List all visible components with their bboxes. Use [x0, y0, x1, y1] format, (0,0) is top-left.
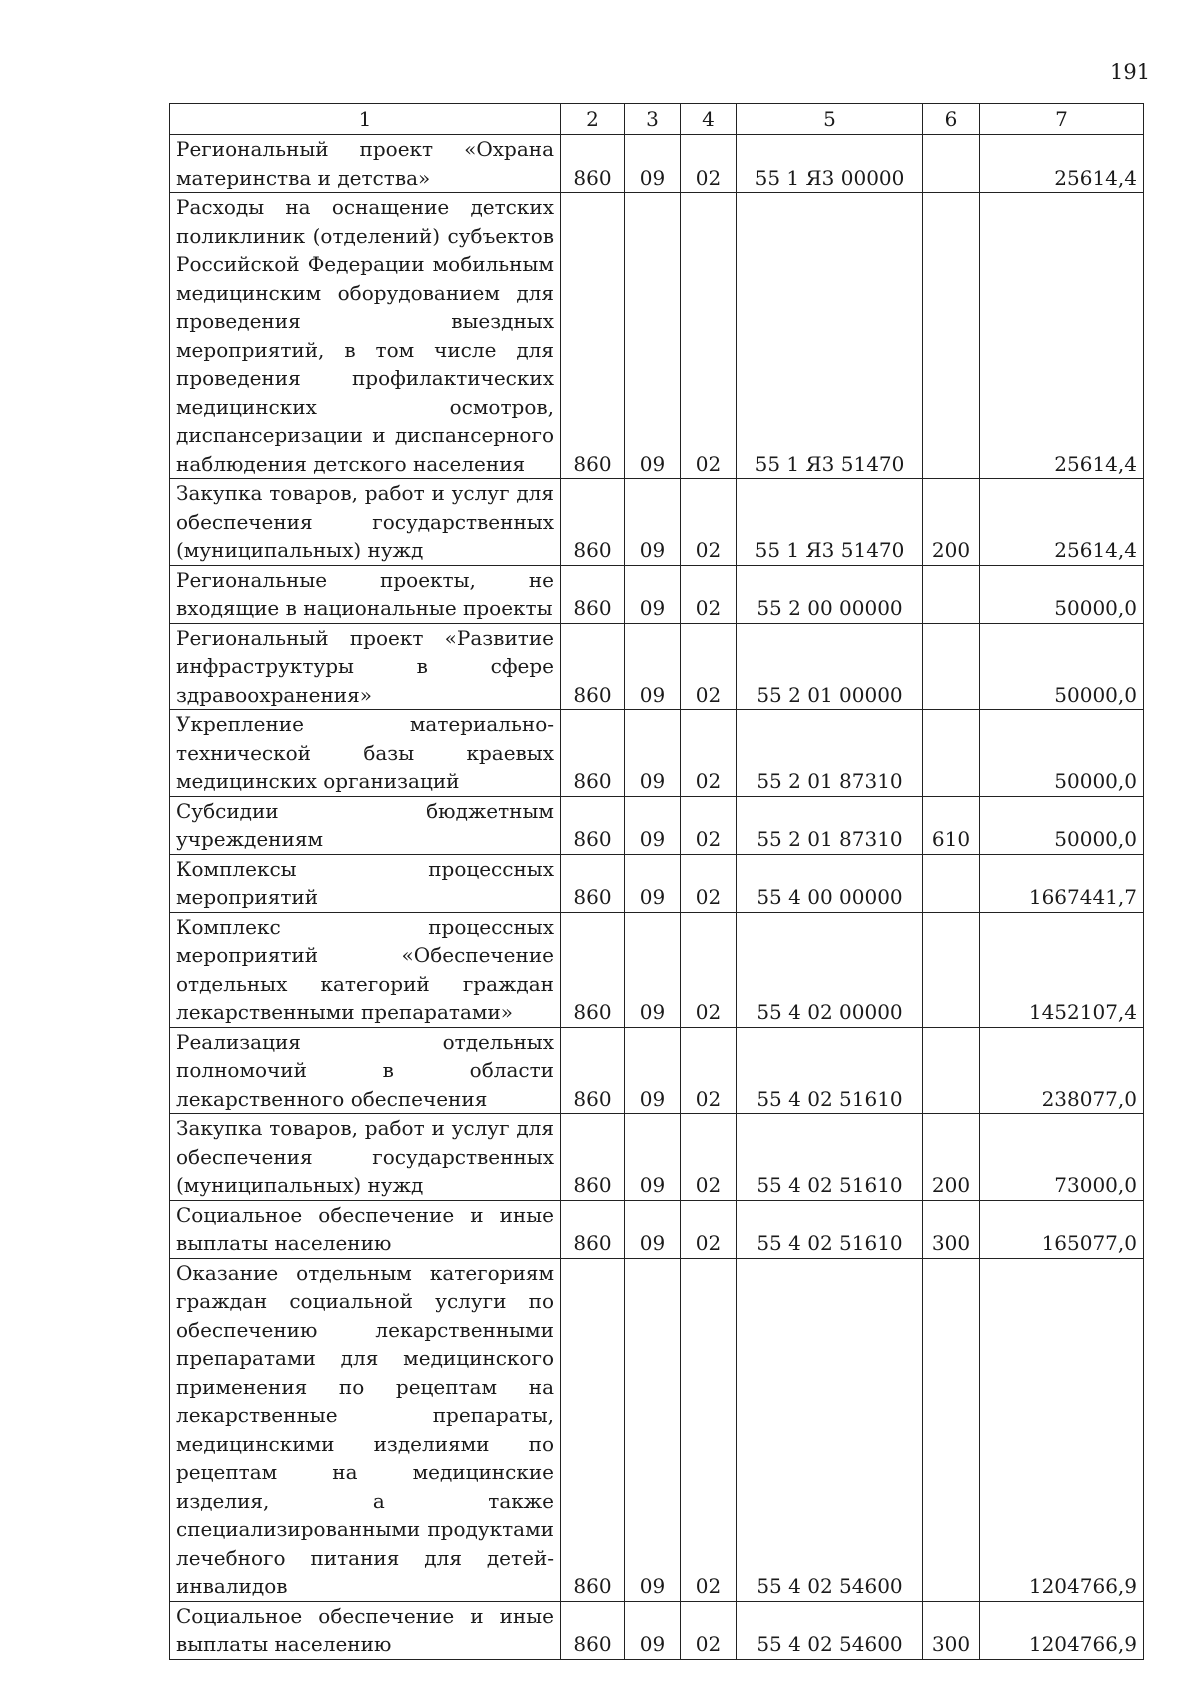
- subsection-cell: 02: [681, 796, 737, 854]
- target-article-cell: 55 2 01 00000: [737, 623, 923, 710]
- table-row: [170, 1027, 1144, 1114]
- code-cell: 860: [561, 854, 625, 912]
- row-name-cell: Региональный проект «Охрана материнства и детства»: [170, 135, 561, 193]
- subsection-cell: 02: [681, 1258, 737, 1601]
- amount-cell: 50000,0: [980, 710, 1144, 797]
- expense-type-cell: [923, 710, 980, 797]
- section-cell: 09: [625, 1027, 681, 1114]
- table-row: [170, 1114, 1144, 1201]
- amount-cell: 1667441,7: [980, 854, 1144, 912]
- expense-type-cell: 610: [923, 796, 980, 854]
- header-row: [170, 104, 1144, 135]
- table-row: [170, 623, 1144, 710]
- code-cell: 860: [561, 1200, 625, 1258]
- section-cell: 09: [625, 193, 681, 479]
- subsection-cell: 02: [681, 1027, 737, 1114]
- amount-cell: 165077,0: [980, 1200, 1144, 1258]
- table-row: [170, 1258, 1144, 1601]
- section-cell: 09: [625, 1258, 681, 1601]
- expense-type-cell: [923, 565, 980, 623]
- code-cell: 860: [561, 479, 625, 566]
- column-header: 4: [681, 104, 737, 135]
- subsection-cell: 02: [681, 1200, 737, 1258]
- row-name-cell: Закупка товаров, работ и услуг для обеспечения государственных (муниципальных) нужд: [170, 1114, 561, 1201]
- expense-type-cell: [923, 623, 980, 710]
- target-article-cell: 55 4 02 54600: [737, 1601, 923, 1659]
- code-cell: 860: [561, 623, 625, 710]
- expense-type-cell: [923, 912, 980, 1027]
- row-name-cell: Региональный проект «Развитие инфраструктуры в сфере здравоохранения»: [170, 623, 561, 710]
- table-row: [170, 854, 1144, 912]
- expense-type-cell: [923, 193, 980, 479]
- row-name-cell: Расходы на оснащение детских поликлиник (отделений) субъектов Российской Федерации мобильным медицинским оборудованием для проведения выездных мероприятий, в том числе для проведения профилактических медицинских осмотров, диспансеризации и диспансерного наблюдения детского населения: [170, 193, 561, 479]
- expense-type-cell: 200: [923, 1114, 980, 1201]
- section-cell: 09: [625, 623, 681, 710]
- code-cell: 860: [561, 1258, 625, 1601]
- subsection-cell: 02: [681, 135, 737, 193]
- amount-cell: 50000,0: [980, 623, 1144, 710]
- expense-type-cell: 300: [923, 1200, 980, 1258]
- target-article-cell: 55 2 01 87310: [737, 796, 923, 854]
- column-header: 2: [561, 104, 625, 135]
- expense-type-cell: 300: [923, 1601, 980, 1659]
- budget-table: [169, 103, 1144, 1660]
- section-cell: 09: [625, 912, 681, 1027]
- row-name-cell: Укрепление материально-технической базы краевых медицинских организаций: [170, 710, 561, 797]
- row-name-cell: Комплекс процессных мероприятий «Обеспечение отдельных категорий граждан лекарственными препаратами»: [170, 912, 561, 1027]
- subsection-cell: 02: [681, 1114, 737, 1201]
- table-row: [170, 479, 1144, 566]
- row-name-cell: Социальное обеспечение и иные выплаты населению: [170, 1601, 561, 1659]
- row-name-cell: Региональные проекты, не входящие в национальные проекты: [170, 565, 561, 623]
- subsection-cell: 02: [681, 912, 737, 1027]
- row-name-cell: Социальное обеспечение и иные выплаты населению: [170, 1200, 561, 1258]
- table-row: [170, 710, 1144, 797]
- code-cell: 860: [561, 796, 625, 854]
- target-article-cell: 55 4 02 51610: [737, 1027, 923, 1114]
- table-row: [170, 193, 1144, 479]
- expense-type-cell: [923, 135, 980, 193]
- table-row: [170, 135, 1144, 193]
- column-header: 7: [980, 104, 1144, 135]
- row-name-cell: Комплексы процессных мероприятий: [170, 854, 561, 912]
- expense-type-cell: [923, 1258, 980, 1601]
- code-cell: 860: [561, 193, 625, 479]
- column-header: 3: [625, 104, 681, 135]
- subsection-cell: 02: [681, 1601, 737, 1659]
- amount-cell: 50000,0: [980, 565, 1144, 623]
- table-row: [170, 565, 1144, 623]
- section-cell: 09: [625, 796, 681, 854]
- code-cell: 860: [561, 135, 625, 193]
- target-article-cell: 55 4 02 51610: [737, 1200, 923, 1258]
- code-cell: 860: [561, 710, 625, 797]
- amount-cell: 1204766,9: [980, 1601, 1144, 1659]
- expense-type-cell: 200: [923, 479, 980, 566]
- code-cell: 860: [561, 1601, 625, 1659]
- subsection-cell: 02: [681, 710, 737, 797]
- amount-cell: 25614,4: [980, 479, 1144, 566]
- target-article-cell: 55 1 Я3 00000: [737, 135, 923, 193]
- subsection-cell: 02: [681, 193, 737, 479]
- target-article-cell: 55 2 01 87310: [737, 710, 923, 797]
- code-cell: 860: [561, 1027, 625, 1114]
- row-name-cell: Субсидии бюджетным учреждениям: [170, 796, 561, 854]
- table-row: [170, 796, 1144, 854]
- subsection-cell: 02: [681, 565, 737, 623]
- target-article-cell: 55 4 02 51610: [737, 1114, 923, 1201]
- target-article-cell: 55 1 Я3 51470: [737, 479, 923, 566]
- section-cell: 09: [625, 1601, 681, 1659]
- target-article-cell: 55 4 02 00000: [737, 912, 923, 1027]
- expense-type-cell: [923, 1027, 980, 1114]
- target-article-cell: 55 4 00 00000: [737, 854, 923, 912]
- page-number: 191: [1110, 60, 1151, 84]
- code-cell: 860: [561, 565, 625, 623]
- amount-cell: 25614,4: [980, 193, 1144, 479]
- expense-type-cell: [923, 854, 980, 912]
- code-cell: 860: [561, 912, 625, 1027]
- section-cell: 09: [625, 1114, 681, 1201]
- table-row: [170, 1601, 1144, 1659]
- subsection-cell: 02: [681, 854, 737, 912]
- target-article-cell: 55 4 02 54600: [737, 1258, 923, 1601]
- row-name-cell: Реализация отдельных полномочий в области лекарственного обеспечения: [170, 1027, 561, 1114]
- table-row: [170, 912, 1144, 1027]
- row-name-cell: Закупка товаров, работ и услуг для обеспечения государственных (муниципальных) нужд: [170, 479, 561, 566]
- table-row: [170, 1200, 1144, 1258]
- section-cell: 09: [625, 1200, 681, 1258]
- amount-cell: 73000,0: [980, 1114, 1144, 1201]
- amount-cell: 50000,0: [980, 796, 1144, 854]
- subsection-cell: 02: [681, 479, 737, 566]
- section-cell: 09: [625, 710, 681, 797]
- section-cell: 09: [625, 479, 681, 566]
- target-article-cell: 55 1 Я3 51470: [737, 193, 923, 479]
- column-header: 6: [923, 104, 980, 135]
- amount-cell: 238077,0: [980, 1027, 1144, 1114]
- target-article-cell: 55 2 00 00000: [737, 565, 923, 623]
- amount-cell: 1452107,4: [980, 912, 1144, 1027]
- amount-cell: 1204766,9: [980, 1258, 1144, 1601]
- subsection-cell: 02: [681, 623, 737, 710]
- section-cell: 09: [625, 565, 681, 623]
- code-cell: 860: [561, 1114, 625, 1201]
- section-cell: 09: [625, 135, 681, 193]
- column-header: 5: [737, 104, 923, 135]
- row-name-cell: Оказание отдельным категориям граждан социальной услуги по обеспечению лекарственными препаратами для медицинского применения по рецептам на лекарственные препараты, медицинскими изделиями по рецептам на медицинские изделия, а также специализированными продуктами лечебного питания для детей-инвалидов: [170, 1258, 561, 1601]
- section-cell: 09: [625, 854, 681, 912]
- amount-cell: 25614,4: [980, 135, 1144, 193]
- column-header: 1: [170, 104, 561, 135]
